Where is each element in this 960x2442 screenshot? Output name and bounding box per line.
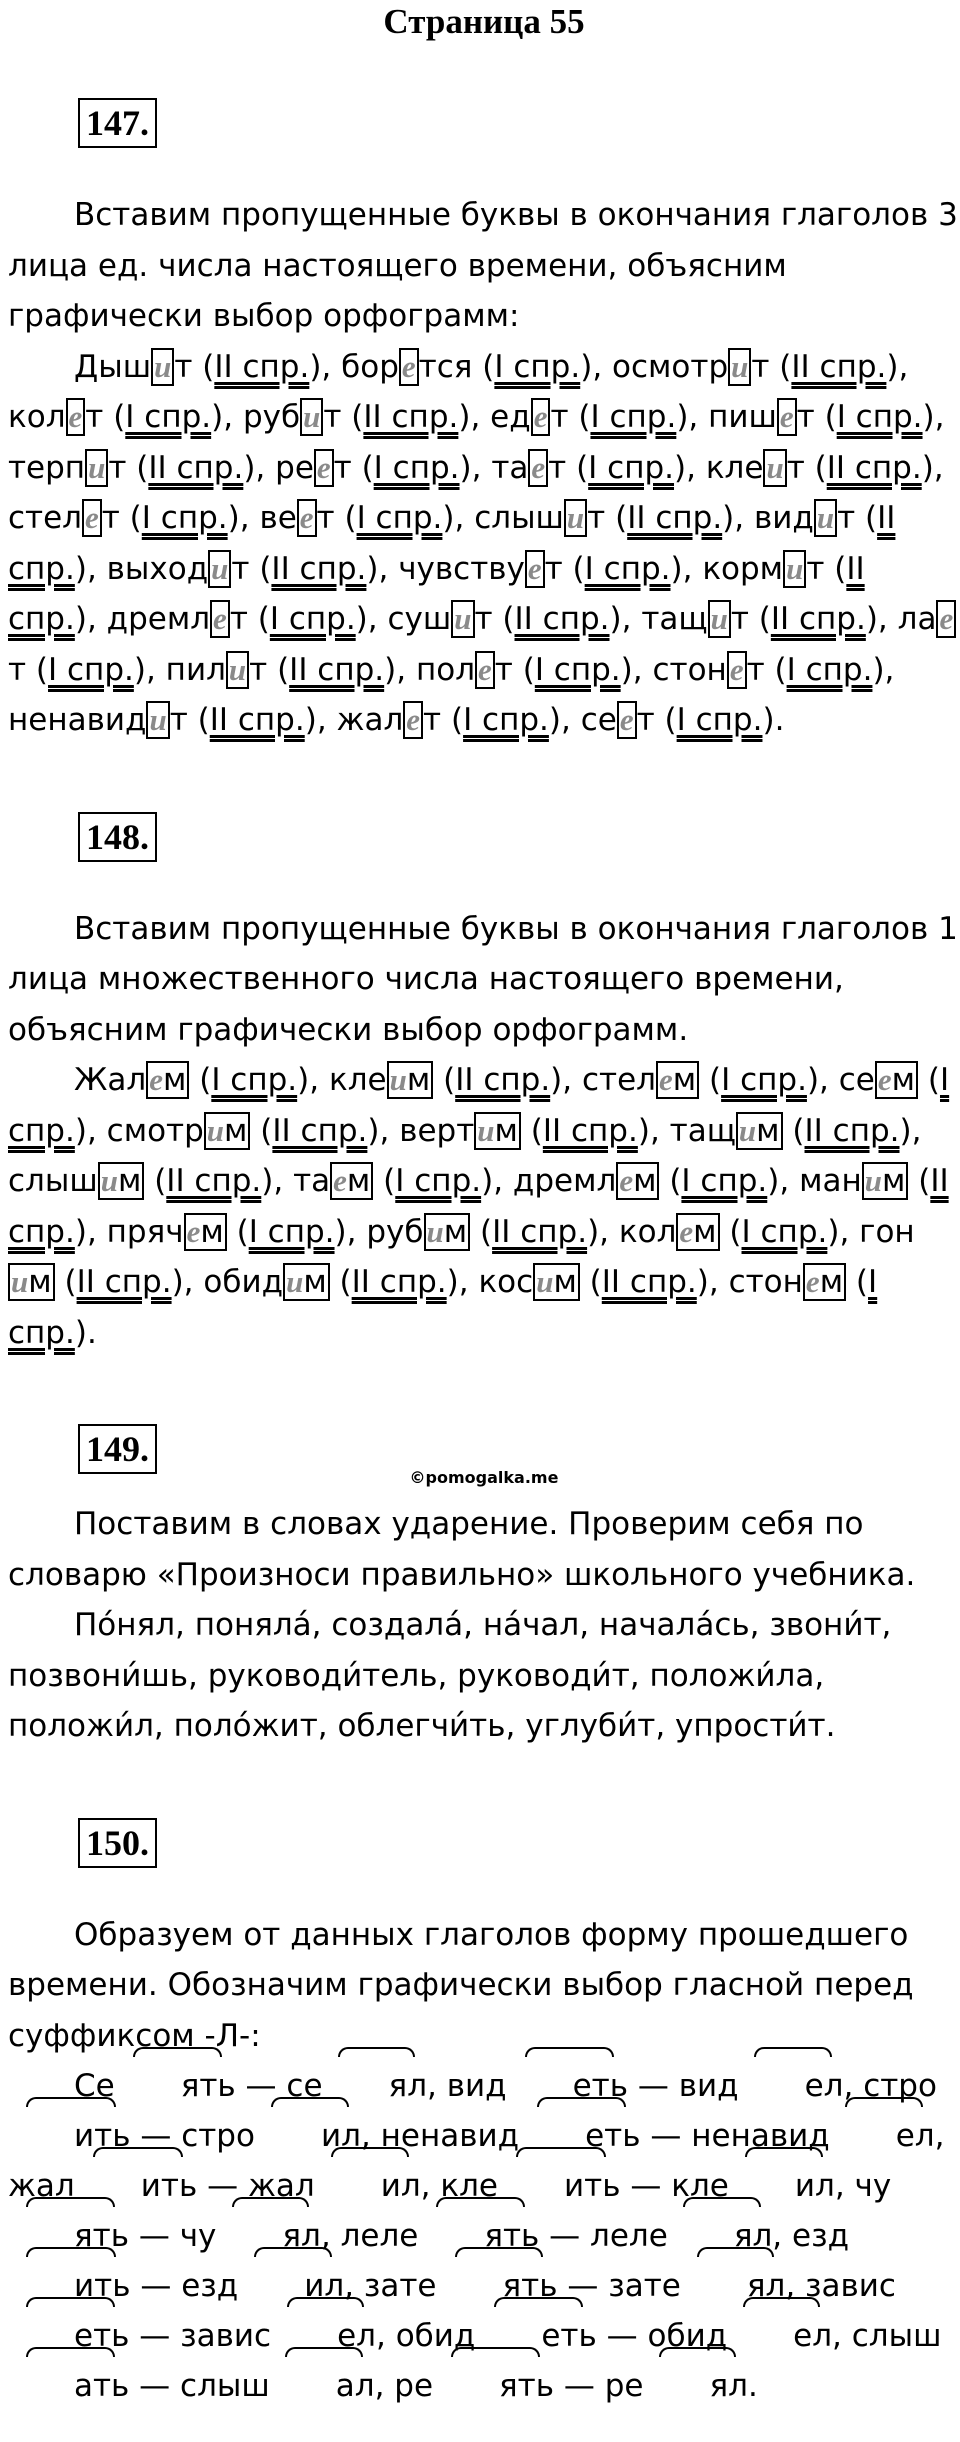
conjugation-label: I спр. xyxy=(356,500,443,536)
conjugation-label: II спр. xyxy=(76,1264,172,1300)
verb-word: стонем xyxy=(729,1264,847,1300)
ending-box xyxy=(399,348,419,386)
conjugation-label: II спр. xyxy=(351,1264,447,1300)
task-intro: Вставим пропущенные буквы в окончания глаголов 1 лица множественного числа настоящего времени, объясним графически выбор орфограмм. xyxy=(8,910,958,1048)
ending-box xyxy=(66,398,86,436)
verb-word: сеет xyxy=(580,702,655,738)
ending-box: ем xyxy=(330,1162,373,1200)
inserted-vowel: и xyxy=(710,601,728,636)
verb-word: прячем xyxy=(107,1214,227,1250)
inserted-vowel: и xyxy=(154,348,172,384)
conjugation-label: II спр. xyxy=(826,449,922,486)
infinitive: кле ить xyxy=(440,2168,620,2204)
conjugation-label: I спр. xyxy=(590,399,677,435)
conjugation-label: I спр. xyxy=(463,702,549,738)
inserted-vowel: и xyxy=(454,601,472,636)
inserted-vowel: е xyxy=(805,1264,820,1299)
ending-box: ем xyxy=(803,1263,846,1301)
verb-word: рубим xyxy=(366,1214,470,1250)
ending-box: им xyxy=(424,1213,471,1251)
verb-word: реет xyxy=(275,449,352,486)
suffix-vowel-mark: ять xyxy=(433,2361,554,2411)
ending-box xyxy=(300,398,323,436)
infinitive: зате ять xyxy=(364,2268,558,2304)
ending-box xyxy=(451,600,474,638)
verb-word: вертим xyxy=(399,1113,521,1149)
infinitive: жал ить xyxy=(8,2168,197,2204)
conjugation-label: II спр. xyxy=(209,702,305,738)
inserted-vowel: и xyxy=(389,1062,407,1097)
inserted-vowel: е xyxy=(213,601,227,636)
verb-word: чувствует xyxy=(398,550,563,587)
conjugation-label: II спр. xyxy=(8,500,896,587)
verb-word: стонет xyxy=(652,651,765,688)
conjugation-label: II спр. xyxy=(166,1163,262,1199)
inserted-vowel: и xyxy=(477,1112,495,1148)
ending-box: им xyxy=(8,1263,55,1301)
conjugation-label: II спр. xyxy=(627,500,723,536)
inserted-vowel: е xyxy=(533,399,548,434)
inserted-vowel: и xyxy=(303,399,321,434)
suffix-vowel-mark: ить xyxy=(75,2161,197,2211)
conjugation-label: I спр. xyxy=(373,449,460,486)
ending-box xyxy=(475,651,495,689)
verb-word: Жалем xyxy=(74,1062,189,1098)
suffix-vowel-mark: ял xyxy=(668,2211,772,2261)
conjugation-label: I спр. xyxy=(534,651,621,688)
suffix-vowel-mark: ать xyxy=(8,2361,129,2411)
conjugation-label: I спр. xyxy=(786,651,873,688)
verb-word: терпит xyxy=(8,449,127,486)
past-form: обид ел xyxy=(647,2318,832,2354)
infinitive: Се ять xyxy=(74,2068,236,2104)
inserted-vowel: е xyxy=(619,1163,634,1198)
inserted-vowel: е xyxy=(401,348,416,384)
conjugation-label: I спр. xyxy=(48,651,134,688)
inserted-vowel: и xyxy=(149,702,167,737)
conjugation-label: II спр. xyxy=(770,601,866,637)
infinitive: ездить xyxy=(8,2218,849,2304)
inserted-vowel: е xyxy=(531,449,546,485)
past-form: се ял xyxy=(286,2068,427,2104)
suffix-vowel-mark: ял xyxy=(216,2211,320,2261)
conjugation-label: II спр. xyxy=(542,1112,638,1149)
inserted-vowel: е xyxy=(658,1062,673,1097)
ending-box xyxy=(777,398,797,436)
ending-box xyxy=(314,449,334,487)
inserted-vowel: и xyxy=(88,449,106,485)
inserted-vowel: е xyxy=(527,550,542,586)
verb-word: таем xyxy=(293,1163,373,1199)
ending-box: им xyxy=(283,1263,330,1301)
ending-box xyxy=(525,550,545,588)
conjugation-label: II спр. xyxy=(791,348,887,385)
infinitive: ре ять xyxy=(394,2368,554,2404)
suffix-vowel-mark: ял xyxy=(323,2061,427,2111)
watermark: ©pomogalka.me xyxy=(409,1468,559,1487)
verb-word: тащит xyxy=(641,601,749,637)
conjugation-label: II спр. xyxy=(271,550,367,587)
verb-word: кормит xyxy=(702,550,825,587)
conjugation-label: I спр. xyxy=(141,500,228,536)
conjugation-label: II спр. xyxy=(601,1264,697,1300)
suffix-vowel-mark: ял xyxy=(643,2361,747,2411)
conjugation-label: I спр. xyxy=(8,1264,878,1351)
verb-word: слышит xyxy=(474,500,606,536)
ending-box: им xyxy=(533,1263,580,1301)
conjugation-label: II спр. xyxy=(148,449,244,486)
verb-word: маним xyxy=(799,1163,908,1199)
conjugation-label: I спр. xyxy=(269,601,356,637)
task-148 xyxy=(8,812,960,1359)
task-intro: Образуем от данных глаголов форму прошедшего времени. Обозначим графически выбор гласной перед суффиксом -Л-: xyxy=(8,1916,914,2054)
infinitive: вид еть xyxy=(447,2068,628,2104)
verb-word: клеит xyxy=(705,449,805,486)
infinitive: чуять xyxy=(8,2168,891,2254)
page-title: Страница 55 xyxy=(383,2,585,41)
past-form: леле ял xyxy=(590,2218,772,2254)
past-form: жал ил xyxy=(248,2168,421,2204)
verb-word: веет xyxy=(259,500,335,536)
ending-box: ем xyxy=(184,1213,227,1251)
inserted-vowel: е xyxy=(406,702,421,737)
ending-box: ем xyxy=(146,1061,189,1099)
task-147 xyxy=(8,98,960,746)
verb-word: слышим xyxy=(8,1163,144,1199)
infinitive: слышать xyxy=(8,2318,941,2404)
verb-word: дремлет xyxy=(106,601,248,637)
verb-word: стелет xyxy=(8,500,120,536)
ending-box: им xyxy=(736,1112,783,1150)
suffix-vowel-mark: ить xyxy=(498,2161,620,2211)
conjugation-label: II спр. xyxy=(8,550,865,637)
ending-box xyxy=(82,499,102,537)
verb-word: едет xyxy=(490,399,569,435)
past-form: ре ял xyxy=(605,2368,748,2404)
task-149 xyxy=(8,1424,960,1752)
verb-word: выходит xyxy=(106,550,250,587)
ending-box xyxy=(403,701,423,739)
ending-box xyxy=(208,550,231,588)
inserted-vowel: и xyxy=(766,449,784,485)
ending-box: ем xyxy=(875,1061,918,1099)
inserted-vowel: и xyxy=(426,1213,444,1249)
past-form: зате ял xyxy=(608,2268,785,2304)
infinitive: ненавид еть xyxy=(381,2118,641,2154)
ending-box xyxy=(936,600,956,638)
verb-word: рубит xyxy=(242,399,342,435)
task-number: 150. xyxy=(78,1818,157,1868)
ending-box xyxy=(85,449,108,487)
verb-word: пилит xyxy=(165,651,268,688)
verb-word: смотрим xyxy=(107,1113,251,1149)
ending-box: ем xyxy=(616,1162,659,1200)
task-answer: Жалем (I спр.), клеим (II спр.), стелем (I спр.), сеем (I спр.), смотрим (II спр.), вертим (II спр.), тащим (II спр.), слышим (II спр.), таем (I спр.), дремлем (I спр.), маним (II спр.), прячем (I спр.), рубим (II спр.), колем (I спр.), гоним (II спр.), обидим (II спр.), косим (II спр.), стонем (I спр.). xyxy=(8,1062,950,1351)
conjugation-label: II спр. xyxy=(8,1163,949,1250)
inserted-vowel: е xyxy=(939,601,954,636)
suffix-vowel-mark: ить xyxy=(8,2261,130,2311)
suffix-vowel-mark: ять xyxy=(8,2211,129,2261)
conjugation-label: II спр. xyxy=(492,1213,588,1250)
verb-word: пишет xyxy=(708,399,815,435)
inserted-vowel: е xyxy=(149,1062,163,1097)
ending-box xyxy=(727,651,747,689)
inserted-vowel: и xyxy=(566,500,585,535)
inserted-vowel: и xyxy=(286,1264,304,1299)
inserted-vowel: и xyxy=(11,1264,29,1299)
inserted-vowel: е xyxy=(68,399,83,434)
ending-box: им xyxy=(862,1162,909,1200)
conjugation-label: I спр. xyxy=(836,399,923,435)
ending-box xyxy=(783,550,806,588)
conjugation-label: II спр. xyxy=(289,651,385,688)
past-form: чу ял xyxy=(180,2218,321,2254)
ending-box xyxy=(728,348,751,386)
verb-word: косим xyxy=(478,1264,579,1300)
ending-box: им xyxy=(98,1162,145,1200)
inserted-vowel: е xyxy=(729,651,744,687)
inserted-vowel: и xyxy=(786,550,804,586)
conjugation-label: I спр. xyxy=(676,702,763,738)
verb-word: ненавидит xyxy=(8,702,188,738)
suffix-vowel-mark: ять xyxy=(437,2261,558,2311)
conjugation-label: I спр. xyxy=(211,1062,298,1098)
verb-word: дремлем xyxy=(513,1163,660,1199)
task-150 xyxy=(8,1818,960,2412)
suffix-vowel-mark: ел xyxy=(271,2311,376,2361)
ending-box xyxy=(297,499,317,537)
ending-box: им xyxy=(387,1061,434,1099)
task-answer: По́нял, поняла́, создала́, на́чал, начала́сь, звони́т, позвони́шь, руководи́тель, руководи́т, положи́ла, положи́л, поло́жит, облегчи́ть, углуби́т, упрости́т. xyxy=(8,1607,892,1744)
inserted-vowel: е xyxy=(877,1062,892,1097)
verb-word: тает xyxy=(491,449,567,486)
ending-box: ем xyxy=(676,1213,719,1251)
inserted-vowel: е xyxy=(316,449,331,485)
suffix-vowel-mark: ел xyxy=(739,2061,844,2111)
ending-box xyxy=(763,449,786,487)
verb-word: лает xyxy=(8,601,956,688)
suffix-vowel-mark: еть xyxy=(475,2311,596,2361)
suffix-vowel-mark: ил xyxy=(238,2261,344,2311)
verb-word: Дышит xyxy=(74,348,193,385)
inserted-vowel: е xyxy=(619,702,634,737)
suffix-vowel-mark: ил xyxy=(315,2161,421,2211)
suffix-vowel-mark: ил xyxy=(729,2161,835,2211)
verb-word: обидим xyxy=(203,1264,329,1300)
inserted-vowel: и xyxy=(731,348,749,384)
inserted-vowel: е xyxy=(299,500,314,535)
ending-box xyxy=(531,398,551,436)
conjugation-label: II спр. xyxy=(272,1112,368,1149)
conjugation-label: I спр. xyxy=(584,550,671,587)
conjugation-label: I спр. xyxy=(721,1062,807,1098)
inserted-vowel: е xyxy=(85,500,99,535)
ending-box xyxy=(814,499,837,537)
suffix-vowel-mark: ил xyxy=(255,2111,361,2161)
task-number: 149. xyxy=(78,1424,157,1474)
conjugation-label: I спр. xyxy=(125,399,212,435)
past-form: вид ел xyxy=(679,2068,844,2104)
suffix-vowel-mark: ел xyxy=(727,2311,832,2361)
conjugation-label: I спр. xyxy=(8,1062,950,1149)
conjugation-label: I спр. xyxy=(494,348,581,385)
task-answer: Дышит (II спр.), борется (I спр.), осмотрит (II спр.), колет (I спр.), рубит (II спр.), едет (I спр.), пишет (I спр.), терпит (II спр.), реет (I спр.), тает (I спр.), клеит (II спр.), стелет (I спр.), веет (I спр.), слышит (II спр.), видит (II спр.), выходит (II спр.), чувствует (I спр.), кормит (II спр.), дремлет (I спр.), сушит (II спр.), тащит (II спр.), лает (I спр.), пилит (II спр.), полет (I спр.), стонет (I спр.), ненавидит (II спр.), жалет (I спр.), сеет (I спр.). xyxy=(8,342,960,746)
conjugation-label: II спр. xyxy=(455,1062,551,1098)
inserted-vowel: е xyxy=(478,651,492,687)
suffix-vowel-mark: еть xyxy=(507,2061,628,2111)
suffix-vowel-mark: еть xyxy=(8,2311,129,2361)
inserted-vowel: и xyxy=(536,1264,554,1299)
conjugation-label: I спр. xyxy=(395,1163,482,1199)
inserted-vowel: и xyxy=(228,651,247,687)
infinitive: зависеть xyxy=(8,2268,896,2354)
inserted-vowel: е xyxy=(779,399,794,434)
ending-box xyxy=(226,651,249,689)
ending-box xyxy=(617,701,637,739)
past-form: стро ил xyxy=(181,2118,361,2154)
ending-box xyxy=(151,348,174,386)
ending-box xyxy=(528,449,548,487)
ending-box xyxy=(146,701,169,739)
conjugation-label: I спр. xyxy=(588,449,675,486)
verb-word: полет xyxy=(415,651,513,688)
ending-box xyxy=(708,600,731,638)
verb-word: клеим xyxy=(329,1062,433,1098)
inserted-vowel: е xyxy=(333,1163,347,1198)
inserted-vowel: и xyxy=(211,550,229,586)
inserted-vowel: и xyxy=(100,1163,118,1198)
conjugation-label: I спр. xyxy=(681,1163,768,1199)
task-intro: Поставим в словах ударение. Проверим себя по словарю «Произноси правильно» школьного учебника. xyxy=(8,1506,916,1593)
past-form: ненавид ел xyxy=(691,2118,934,2154)
conjugation-label: I спр. xyxy=(741,1213,828,1250)
inserted-vowel: и xyxy=(738,1112,757,1148)
verb-word: осмотрит xyxy=(612,348,770,385)
past-form: кле ил xyxy=(671,2168,835,2204)
ending-box: ем xyxy=(656,1061,699,1099)
inserted-vowel: е xyxy=(186,1213,201,1249)
conjugation-label: II спр. xyxy=(804,1112,900,1149)
conjugation-label: I спр. xyxy=(248,1213,335,1250)
suffix-vowel-mark: ять xyxy=(115,2061,236,2111)
ending-box xyxy=(564,499,587,537)
verb-word: борется xyxy=(341,348,473,385)
suffix-vowel-mark: еть xyxy=(519,2111,640,2161)
infinitive: леле ять xyxy=(341,2218,540,2254)
conjugation-label: II спр. xyxy=(514,601,610,637)
ending-box: им xyxy=(474,1112,521,1150)
verb-word: колет xyxy=(8,399,104,435)
verb-word: сушит xyxy=(387,601,493,637)
inserted-vowel: и xyxy=(206,1112,225,1148)
suffix-vowel-mark: ял xyxy=(681,2261,785,2311)
past-form: езд ил xyxy=(181,2268,344,2304)
task-intro: Вставим пропущенные буквы в окончания глаголов 3 лица ед. числа настоящего времени, объясним графически выбор орфограмм: xyxy=(8,197,958,334)
task-answer: Се ять — се ял, вид еть — вид ел, строить — стро ил, ненавид еть — ненавид ел, жал ить — жал ил, кле ить — кле ил, чуять — чу ял, леле ять — леле ял, ездить — езд ил, зате ять — зате ял, зависеть — завис ел, обид еть — обид ел, слышать — слыш ал, ре ять — ре ял. xyxy=(8,2061,960,2411)
verb-word: стелем xyxy=(582,1062,699,1098)
suffix-vowel-mark: ить xyxy=(8,2111,130,2161)
task-number: 147. xyxy=(78,98,157,148)
inserted-vowel: е xyxy=(679,1213,694,1249)
infinitive: обид еть xyxy=(396,2318,597,2354)
past-form: завис ел xyxy=(180,2318,376,2354)
conjugation-label: II спр. xyxy=(363,399,459,435)
inserted-vowel: и xyxy=(816,500,835,535)
past-form: слыш ал xyxy=(180,2368,375,2404)
suffix-vowel-mark: ал xyxy=(270,2361,375,2411)
verb-word: гоним xyxy=(8,1214,915,1301)
infinitive: строить xyxy=(8,2068,937,2154)
verb-word: сеем xyxy=(839,1062,918,1098)
task-number: 148. xyxy=(78,812,157,862)
inserted-vowel: и xyxy=(864,1163,882,1198)
conjugation-label: II спр. xyxy=(214,348,310,385)
suffix-vowel-mark: ел xyxy=(830,2111,935,2161)
verb-word: жалет xyxy=(336,702,442,738)
verb-word: колем xyxy=(619,1214,720,1250)
ending-box xyxy=(210,600,230,638)
ending-box: им xyxy=(204,1112,251,1150)
verb-word: тащим xyxy=(670,1113,783,1149)
verb-word: видит xyxy=(753,500,856,536)
suffix-vowel-mark: ять xyxy=(418,2211,539,2261)
